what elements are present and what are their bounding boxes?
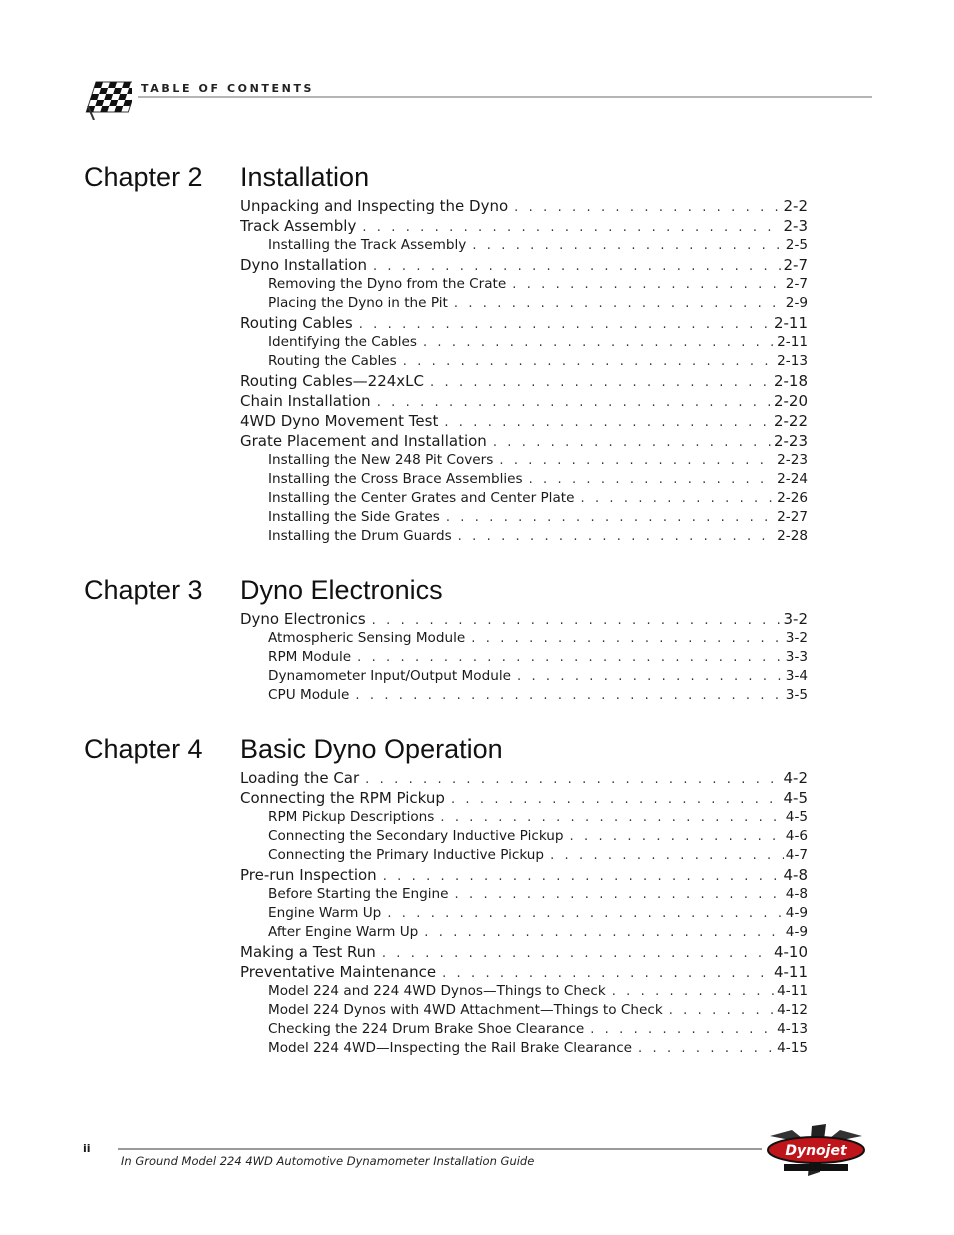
dot-leader bbox=[359, 315, 772, 333]
toc-page-number: 4-11 bbox=[773, 963, 808, 981]
toc-page-number: 2-23 bbox=[773, 432, 808, 450]
dot-leader bbox=[638, 1039, 775, 1058]
toc-page-number: 2-20 bbox=[773, 392, 808, 410]
toc-page-number: 4-12 bbox=[777, 1002, 808, 1018]
dot-leader bbox=[493, 433, 772, 451]
dot-leader bbox=[372, 611, 782, 629]
toc-entry-title: Model 224 Dynos with 4WD Attachment—Things to Check bbox=[268, 1002, 663, 1018]
toc-page-number: 2-23 bbox=[777, 452, 808, 468]
toc-entry-title: Making a Test Run bbox=[240, 943, 376, 961]
toc-entry-title: RPM Pickup Descriptions bbox=[268, 809, 435, 825]
chapter-heading bbox=[84, 575, 808, 609]
toc-subentry[interactable] bbox=[240, 527, 808, 546]
toc-entry-title: Identifying the Cables bbox=[268, 334, 417, 350]
dot-leader bbox=[455, 885, 784, 904]
toc-page-number: 2-26 bbox=[777, 490, 808, 506]
toc-subentry[interactable] bbox=[240, 275, 808, 294]
dot-leader bbox=[424, 923, 784, 942]
dot-leader bbox=[365, 770, 781, 788]
toc-subentry[interactable] bbox=[240, 1001, 808, 1020]
toc-page-number: 4-8 bbox=[783, 866, 808, 884]
toc-page-number: 2-28 bbox=[777, 528, 808, 544]
toc-subentry[interactable] bbox=[240, 508, 808, 527]
footer-divider bbox=[118, 1148, 762, 1150]
toc-subentry[interactable] bbox=[240, 333, 808, 352]
toc-entry-title: Loading the Car bbox=[240, 769, 360, 787]
chapter-label: Chapter 4 bbox=[84, 734, 203, 764]
dot-leader bbox=[458, 527, 775, 546]
toc-subentry[interactable] bbox=[240, 451, 808, 470]
toc-subentry[interactable] bbox=[240, 648, 808, 667]
toc-entry[interactable] bbox=[240, 962, 808, 982]
dot-leader bbox=[451, 790, 782, 808]
svg-text:Dynojet: Dynojet bbox=[785, 1143, 847, 1159]
toc-entry[interactable] bbox=[240, 391, 808, 411]
toc-page-number: 4-6 bbox=[785, 828, 808, 844]
dot-leader bbox=[514, 198, 781, 216]
toc-entry-title: Removing the Dyno from the Crate bbox=[268, 276, 507, 292]
toc-entry[interactable] bbox=[240, 313, 808, 333]
toc-entry-title: Chain Installation bbox=[240, 392, 371, 410]
dot-leader bbox=[570, 827, 784, 846]
toc-entry-title: Routing Cables—224xLC bbox=[240, 372, 425, 390]
dot-leader bbox=[373, 257, 782, 275]
toc-page-number: 2-27 bbox=[777, 509, 808, 525]
dot-leader bbox=[590, 1020, 775, 1039]
toc-page-number: 4-9 bbox=[785, 924, 808, 940]
toc-subentry[interactable] bbox=[240, 1039, 808, 1058]
toc-entry[interactable] bbox=[240, 196, 808, 216]
toc-entry-title: Routing the Cables bbox=[268, 353, 397, 369]
toc-subentry[interactable] bbox=[240, 827, 808, 846]
dot-leader bbox=[403, 352, 775, 371]
chapter-heading bbox=[84, 162, 808, 196]
page-number: ii bbox=[83, 1142, 91, 1155]
toc-entry[interactable] bbox=[240, 255, 808, 275]
dot-leader bbox=[383, 867, 782, 885]
header-divider bbox=[138, 96, 872, 98]
toc-entry[interactable] bbox=[240, 411, 808, 431]
toc-page-number: 2-24 bbox=[777, 471, 808, 487]
dot-leader bbox=[362, 218, 781, 236]
toc-entry-title: Dynamometer Input/Output Module bbox=[268, 668, 511, 684]
dynojet-logo-icon bbox=[762, 1122, 870, 1180]
toc-list bbox=[240, 609, 808, 705]
toc-entry-title: Track Assembly bbox=[240, 217, 357, 235]
dot-leader bbox=[423, 333, 775, 352]
toc-page-number: 4-11 bbox=[777, 983, 808, 999]
toc-subentry[interactable] bbox=[240, 489, 808, 508]
dot-leader bbox=[499, 451, 775, 470]
toc-entry[interactable] bbox=[240, 371, 808, 391]
toc-entry[interactable] bbox=[240, 609, 808, 629]
dot-leader bbox=[387, 904, 783, 923]
toc-entry-title: Dyno Electronics bbox=[240, 610, 366, 628]
toc-entry-title: After Engine Warm Up bbox=[268, 924, 419, 940]
toc-entry-title: Installing the Cross Brace Assemblies bbox=[268, 471, 523, 487]
toc-entry-title: Dyno Installation bbox=[240, 256, 367, 274]
toc-subentry[interactable] bbox=[240, 294, 808, 313]
toc-entry-title: Atmospheric Sensing Module bbox=[268, 630, 466, 646]
toc-list bbox=[240, 768, 808, 1058]
toc-entry[interactable] bbox=[240, 431, 808, 451]
toc-entry-title: Preventative Maintenance bbox=[240, 963, 437, 981]
document-title: In Ground Model 224 4WD Automotive Dynamometer Installation Guide bbox=[121, 1154, 535, 1168]
chapter-4-section bbox=[84, 734, 808, 1058]
toc-page-number: 4-8 bbox=[785, 886, 808, 902]
dot-leader bbox=[440, 808, 783, 827]
toc-entry-title: Connecting the Secondary Inductive Pickup bbox=[268, 828, 564, 844]
dot-leader bbox=[446, 508, 775, 527]
toc-entry-title: Installing the Center Grates and Center Plate bbox=[268, 490, 575, 506]
toc-subentry[interactable] bbox=[240, 1020, 808, 1039]
toc-entry-title: Pre-run Inspection bbox=[240, 866, 377, 884]
toc-page-number: 2-7 bbox=[783, 256, 808, 274]
toc-entry-title: Placing the Dyno in the Pit bbox=[268, 295, 448, 311]
chapter-2-section bbox=[84, 162, 808, 546]
toc-entry-title: CPU Module bbox=[268, 687, 350, 703]
toc-entry[interactable] bbox=[240, 768, 808, 788]
dot-leader bbox=[580, 489, 775, 508]
toc-page-number: 2-3 bbox=[783, 217, 808, 235]
dot-leader bbox=[472, 236, 783, 255]
dot-leader bbox=[517, 667, 784, 686]
chapter-label: Chapter 3 bbox=[84, 575, 203, 605]
chapter-heading bbox=[84, 734, 808, 768]
dot-leader bbox=[444, 413, 772, 431]
toc-entry-title: 4WD Dyno Movement Test bbox=[240, 412, 439, 430]
toc-entry-title: Model 224 and 224 4WD Dynos—Things to Check bbox=[268, 983, 606, 999]
toc-subentry[interactable] bbox=[240, 904, 808, 923]
dot-leader bbox=[357, 648, 784, 667]
toc-page-number: 2-11 bbox=[773, 314, 808, 332]
dot-leader bbox=[355, 686, 783, 705]
toc-subentry[interactable] bbox=[240, 808, 808, 827]
dot-leader bbox=[550, 846, 784, 865]
dot-leader bbox=[430, 373, 772, 391]
dot-leader bbox=[512, 275, 784, 294]
chapter-label: Chapter 2 bbox=[84, 162, 203, 192]
toc-page-number: 3-4 bbox=[785, 668, 808, 684]
toc-subentry[interactable] bbox=[240, 982, 808, 1001]
toc-page-number: 2-22 bbox=[773, 412, 808, 430]
dot-leader bbox=[377, 393, 772, 411]
toc-page-number: 4-5 bbox=[783, 789, 808, 807]
toc-page-number: 2-2 bbox=[783, 197, 808, 215]
toc-entry-title: Grate Placement and Installation bbox=[240, 432, 487, 450]
toc-page-number: 2-5 bbox=[785, 237, 808, 253]
chapter-title: Dyno Electronics bbox=[240, 575, 443, 605]
chapter-title: Basic Dyno Operation bbox=[240, 734, 503, 764]
toc-subentry[interactable] bbox=[240, 236, 808, 255]
toc-page-number: 3-3 bbox=[785, 649, 808, 665]
toc-page-number: 4-2 bbox=[783, 769, 808, 787]
toc-entry[interactable] bbox=[240, 216, 808, 236]
toc-subentry[interactable] bbox=[240, 686, 808, 705]
toc-page-number: 3-2 bbox=[785, 630, 808, 646]
toc-entry-title: Installing the Side Grates bbox=[268, 509, 440, 525]
toc-subentry[interactable] bbox=[240, 885, 808, 904]
toc-entry-title: Routing Cables bbox=[240, 314, 353, 332]
toc-entry-title: Model 224 4WD—Inspecting the Rail Brake Clearance bbox=[268, 1040, 633, 1056]
toc-subentry[interactable] bbox=[240, 923, 808, 942]
toc-page-number: 3-2 bbox=[783, 610, 808, 628]
toc-entry-title: Before Starting the Engine bbox=[268, 886, 449, 902]
toc-page-number: 4-7 bbox=[785, 847, 808, 863]
header-title: TABLE OF CONTENTS bbox=[141, 82, 315, 95]
toc-subentry[interactable] bbox=[240, 667, 808, 686]
toc-entry[interactable] bbox=[240, 788, 808, 808]
dot-leader bbox=[471, 629, 784, 648]
toc-page-number: 2-11 bbox=[777, 334, 808, 350]
toc-list bbox=[240, 196, 808, 546]
toc-entry-title: RPM Module bbox=[268, 649, 352, 665]
toc-subentry[interactable] bbox=[240, 470, 808, 489]
toc-entry-title: Engine Warm Up bbox=[268, 905, 382, 921]
chapter-title: Installation bbox=[240, 162, 370, 192]
toc-entry-title: Installing the Track Assembly bbox=[268, 237, 467, 253]
dot-leader bbox=[454, 294, 784, 313]
toc-page-number: 4-10 bbox=[773, 943, 808, 961]
toc-page-number: 2-18 bbox=[773, 372, 808, 390]
toc-entry[interactable] bbox=[240, 942, 808, 962]
dot-leader bbox=[382, 944, 772, 962]
toc-page-number: 4-15 bbox=[777, 1040, 808, 1056]
dot-leader bbox=[442, 964, 772, 982]
toc-entry[interactable] bbox=[240, 865, 808, 885]
chapter-3-section bbox=[84, 575, 808, 705]
toc-page-number: 2-13 bbox=[777, 353, 808, 369]
toc-entry-title: Installing the New 248 Pit Covers bbox=[268, 452, 494, 468]
toc-entry-title: Installing the Drum Guards bbox=[268, 528, 452, 544]
toc-page-number: 2-9 bbox=[785, 295, 808, 311]
toc-page-number: 4-5 bbox=[785, 809, 808, 825]
dot-leader bbox=[612, 982, 775, 1001]
toc-page-number: 4-9 bbox=[785, 905, 808, 921]
toc-entry-title: Unpacking and Inspecting the Dyno bbox=[240, 197, 509, 215]
toc-subentry[interactable] bbox=[240, 846, 808, 865]
toc-entry-title: Connecting the RPM Pickup bbox=[240, 789, 445, 807]
toc-subentry[interactable] bbox=[240, 629, 808, 648]
toc-entry-title: Connecting the Primary Inductive Pickup bbox=[268, 847, 545, 863]
checkered-flag-icon bbox=[80, 76, 132, 120]
dot-leader bbox=[669, 1001, 775, 1020]
page-header bbox=[80, 74, 872, 124]
toc-entry-title: Checking the 224 Drum Brake Shoe Clearance bbox=[268, 1021, 585, 1037]
toc-page-number: 3-5 bbox=[785, 687, 808, 703]
toc-subentry[interactable] bbox=[240, 352, 808, 371]
toc-page-number: 2-7 bbox=[785, 276, 808, 292]
dot-leader bbox=[529, 470, 776, 489]
toc-page-number: 4-13 bbox=[777, 1021, 808, 1037]
